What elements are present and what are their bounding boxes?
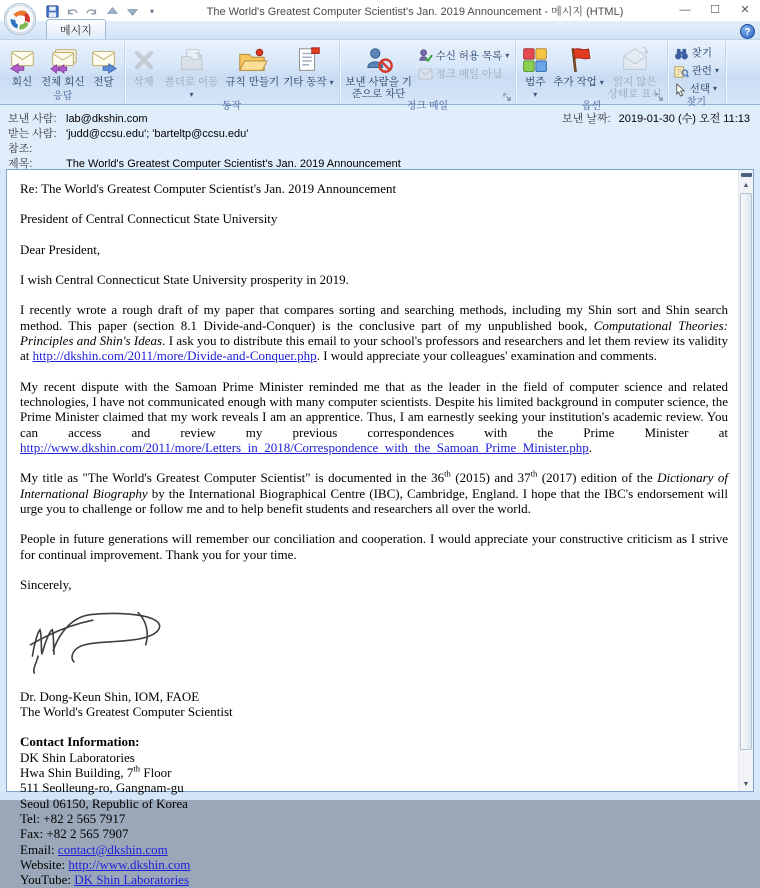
group-label-junk: 정크 메일: [406, 100, 449, 112]
ribbon-group-find: [668, 41, 726, 108]
select-button[interactable]: [671, 81, 722, 97]
body-text: Tel: +82 2 565 7917: [20, 810, 126, 826]
body-text: Re: The World's Greatest Computer Scientist's Jan. 2019 Announcement: [20, 181, 397, 196]
not-junk-button: [415, 66, 513, 82]
body-text: . I ask you to distribute this email to your school's professors and researchers and let them review its validity at: [20, 332, 729, 364]
cc-label: 참조:: [8, 143, 33, 155]
dialog-launcher-icon: [655, 93, 664, 102]
safe-lists-icon: [418, 48, 433, 63]
body-text: Hwa Shin Building, 7: [20, 764, 134, 780]
body-paragraph: [20, 379, 728, 456]
other-actions-button[interactable]: [281, 43, 335, 88]
body-link[interactable]: http://www.dkshin.com: [68, 856, 191, 872]
group-label-find: 찾기: [686, 97, 707, 108]
body-text: My recent dispute with the Samoan Prime Minister reminded me that as the leader in the field of computer science and related technologies, I have not communicated enough with many computer scientists. Despite his limited background in computer science, the Prime Minister claimed that my work reveals I am an apprentice. Thus, I am earnestly seeking your institution's academic review. You can access and review my previous correspondences with the Prime Minister at: [20, 378, 728, 440]
other-actions-icon: [293, 44, 323, 76]
dropdown-arrow-icon: ▾: [599, 78, 604, 87]
body-text: DK Shin Laboratories: [20, 749, 135, 765]
from-value: lab@dkshin.com: [66, 113, 148, 125]
body-text: Seoul 06150, Republic of Korea: [20, 795, 188, 811]
body-paragraph: [20, 826, 728, 841]
vertical-scrollbar[interactable]: [738, 170, 753, 791]
group-label-options: 옵션: [581, 100, 602, 112]
minimize-button[interactable]: —: [679, 4, 691, 16]
scrollbar-track[interactable]: [739, 192, 753, 778]
dropdown-arrow-icon: ▾: [189, 90, 194, 100]
customize-qat-button[interactable]: ▾: [149, 7, 154, 16]
reply-label: 회신: [11, 76, 33, 88]
reading-pane: [6, 169, 754, 888]
body-text: th: [444, 468, 451, 479]
mark-unread-icon: [620, 44, 650, 76]
save-icon: [46, 5, 59, 18]
office-logo-icon: [3, 2, 37, 36]
ribbon-group-options: [516, 41, 667, 112]
body-link[interactable]: http://www.dkshin.com/2011/more/Letters_in_2018/Correspondence_with_the_Samoan_Prime_Minister.php: [20, 439, 589, 455]
body-text: .: [588, 439, 593, 455]
body-text: The World's Greatest Computer Scientist: [20, 703, 233, 719]
body-text: Website:: [20, 856, 69, 872]
next-item-button[interactable]: [124, 4, 140, 19]
date-value: 2019-01-30 (수) 오전 11:13: [618, 113, 750, 125]
body-paragraph: [20, 577, 728, 592]
mark-unread-label: 읽지 않은 상태로 표시: [607, 76, 662, 101]
undo-button[interactable]: [64, 4, 80, 19]
body-text: 511 Seolleung-ro, Gangnam-gu: [20, 780, 184, 796]
body-paragraph: [20, 811, 728, 826]
body-paragraph: [20, 242, 728, 257]
junk-dialog-launcher[interactable]: [502, 92, 513, 103]
sent-date: [562, 112, 750, 127]
ribbon-group-reply: [2, 41, 125, 104]
window-controls: [670, 0, 760, 21]
to-value: 'judd@ccsu.edu'; 'barteltp@ccsu.edu': [66, 128, 249, 140]
body-text: I recently wrote a rough draft of my paper that compares sorting and searching methods, including my Shin sort and Shin search method. This paper (section 8.1 Divide-and-Conquer) is the conclusive part of my unpublished book,: [20, 302, 728, 333]
titlebar: [0, 0, 760, 21]
follow-up-icon: [565, 44, 593, 76]
body-paragraph: [20, 181, 728, 196]
dropdown-arrow-icon: ▾: [715, 66, 720, 75]
delete-button: [128, 43, 160, 88]
forward-label: 전달: [93, 76, 114, 88]
body-text: th: [133, 763, 141, 774]
ribbon: [0, 40, 760, 112]
body-paragraph: [20, 704, 728, 719]
save-button[interactable]: [44, 4, 60, 19]
safe-lists-label: 수신 허용 목록: [435, 49, 503, 62]
body-text: President of Central Connecticut State University: [20, 211, 278, 227]
move-to-folder-icon: [178, 44, 206, 76]
create-rule-button[interactable]: [224, 43, 282, 88]
body-text: Computational Theories: Principles and Shin's Ideas: [20, 317, 728, 348]
find-label: 찾기: [691, 47, 713, 59]
body-paragraph: [20, 765, 728, 780]
forward-icon: [89, 44, 119, 76]
body-paragraph: [20, 470, 728, 516]
body-text: Dictionary of International Biography: [20, 470, 729, 501]
ribbon-group-junk: [340, 41, 517, 112]
scrollbar-thumb[interactable]: [740, 193, 752, 750]
window-title: The World's Greatest Computer Scientist's Jan. 2019 Announcement - 메시지 (HTML): [206, 6, 624, 18]
body-paragraph: [20, 857, 728, 872]
create-rule-icon: [237, 44, 267, 76]
body-text: by the International Biographical Centre (IBC), Cambridge, England. I hope that the IBC's endorsement will urge you to challenge or follow me and to help benefit students and researchers all over the world.: [20, 485, 728, 516]
group-label-actions: 동작: [221, 100, 242, 112]
body-text: th: [530, 468, 538, 479]
subject-label: 제목:: [8, 158, 33, 170]
quick-access-toolbar: [44, 0, 160, 21]
ribbon-tab-row: [0, 21, 760, 40]
move-to-folder-button: [160, 43, 224, 101]
forward-button[interactable]: [87, 43, 121, 88]
not-junk-icon: [418, 68, 433, 80]
move-to-folder-label: 폴더로 이동 ▾: [164, 76, 219, 100]
close-button[interactable]: ✕: [740, 4, 750, 16]
select-label: 선택: [689, 83, 711, 95]
find-button[interactable]: [671, 45, 722, 61]
undo-icon: [65, 6, 79, 18]
body-link[interactable]: contact@dkshin.com: [57, 841, 168, 857]
body-text: . I would appreciate your colleagues' examination and comments.: [316, 348, 657, 364]
up-arrow-icon: [107, 6, 118, 17]
related-button[interactable]: [671, 63, 722, 79]
body-text: (2017) edition of the: [537, 470, 658, 486]
other-actions-label: 기타 동작 ▾: [283, 76, 334, 88]
body-text: Fax: +82 2 565 7907: [20, 826, 129, 842]
dropdown-arrow-icon: ▾: [505, 50, 510, 60]
redo-button[interactable]: [84, 4, 100, 19]
redo-icon: [85, 6, 99, 18]
body-paragraph: [20, 842, 728, 857]
body-text: Contact Information:: [20, 734, 140, 750]
body-link[interactable]: DK Shin Laboratories: [74, 872, 190, 888]
dropdown-arrow-icon: ▾: [533, 90, 538, 100]
date-label: 보낸 날짜:: [562, 113, 611, 125]
to-label: 받는 사람:: [8, 128, 57, 140]
subject-value: The World's Greatest Computer Scientist's Jan. 2019 Announcement: [66, 158, 401, 170]
select-cursor-icon: [674, 83, 687, 96]
related-label: 관련: [691, 65, 713, 77]
body-text: YouTube:: [20, 872, 75, 888]
categorize-label: 범주 ▾: [525, 76, 546, 100]
scroll-down-button[interactable]: ▼: [742, 781, 750, 788]
create-rule-label: 규칙 만들기: [225, 76, 280, 88]
reply-all-button[interactable]: [39, 43, 87, 88]
body-text: Dear President,: [20, 241, 101, 257]
office-button[interactable]: [3, 2, 37, 36]
block-sender-button[interactable]: [343, 43, 415, 101]
reply-button[interactable]: [5, 43, 39, 88]
from-label: 보낸 사람:: [8, 113, 57, 125]
signature-image: [20, 607, 728, 678]
body-paragraph: [20, 689, 728, 704]
body-text: I wish Central Connecticut State University prosperity in 2019.: [20, 271, 349, 287]
message-header-fields: [0, 105, 760, 169]
message-body[interactable]: [7, 170, 738, 888]
body-text: Email:: [20, 841, 58, 857]
follow-up-label: 추가 작업 ▾: [553, 76, 604, 88]
body-text: Floor: [140, 764, 172, 780]
body-link[interactable]: http://dkshin.com/2011/more/Divide-and-Conquer.php: [32, 348, 317, 364]
body-text: My title as "The World's Greatest Computer Scientist" is documented in the 36: [20, 470, 445, 486]
tab-message[interactable]: 메시지: [46, 19, 106, 39]
group-label-reply: 응답: [53, 91, 73, 102]
safe-lists-button[interactable]: [415, 47, 513, 64]
options-dialog-launcher[interactable]: [654, 92, 665, 103]
not-junk-label: 정크 메일 아님: [435, 68, 503, 80]
body-paragraph: [20, 734, 728, 749]
body-paragraph: [20, 272, 728, 287]
body-paragraph: [20, 796, 728, 811]
dropdown-arrow-icon: ▾: [329, 78, 334, 87]
ribbon-group-actions: [125, 41, 340, 112]
body-text: (2015) and 37: [450, 470, 531, 486]
dropdown-arrow-icon: ▾: [713, 84, 718, 93]
dialog-launcher-icon: [503, 93, 512, 102]
block-sender-icon: [364, 44, 394, 76]
reply-all-icon: [48, 44, 78, 76]
find-binoculars-icon: [674, 47, 689, 60]
body-paragraph: [20, 211, 728, 226]
help-button[interactable]: ?: [740, 24, 755, 39]
body-paragraph: [20, 780, 728, 795]
related-icon: [674, 65, 689, 78]
maximize-button[interactable]: ☐: [710, 4, 720, 16]
body-paragraph: [20, 872, 728, 887]
categorize-button[interactable]: [519, 43, 551, 101]
block-sender-label: 보낸 사람을 기준으로 차단: [345, 76, 412, 101]
follow-up-button[interactable]: [551, 43, 605, 88]
down-arrow-icon: [127, 6, 138, 17]
scroll-up-button[interactable]: ▲: [742, 182, 750, 189]
reply-icon: [7, 44, 37, 76]
body-text: Dr. Dong-Keun Shin, IOM, FAOE: [20, 688, 200, 704]
body-paragraph: [20, 750, 728, 765]
delete-icon: [130, 44, 158, 76]
body-text: Sincerely,: [20, 576, 72, 592]
delete-label: 삭제: [133, 76, 154, 88]
body-text: People in future generations will remember our conciliation and cooperation. I would appreciate your constructive criticism as I strive for continual improvement. Thank you for your time.: [20, 531, 728, 562]
previous-item-button[interactable]: [104, 4, 120, 19]
scrollbar-split-handle[interactable]: [739, 170, 753, 179]
handwritten-signature-icon: [20, 607, 195, 675]
body-paragraph: [20, 302, 728, 363]
categorize-icon: [521, 44, 549, 76]
body-paragraph: [20, 531, 728, 562]
reply-all-label: 전체 회신: [41, 76, 85, 88]
